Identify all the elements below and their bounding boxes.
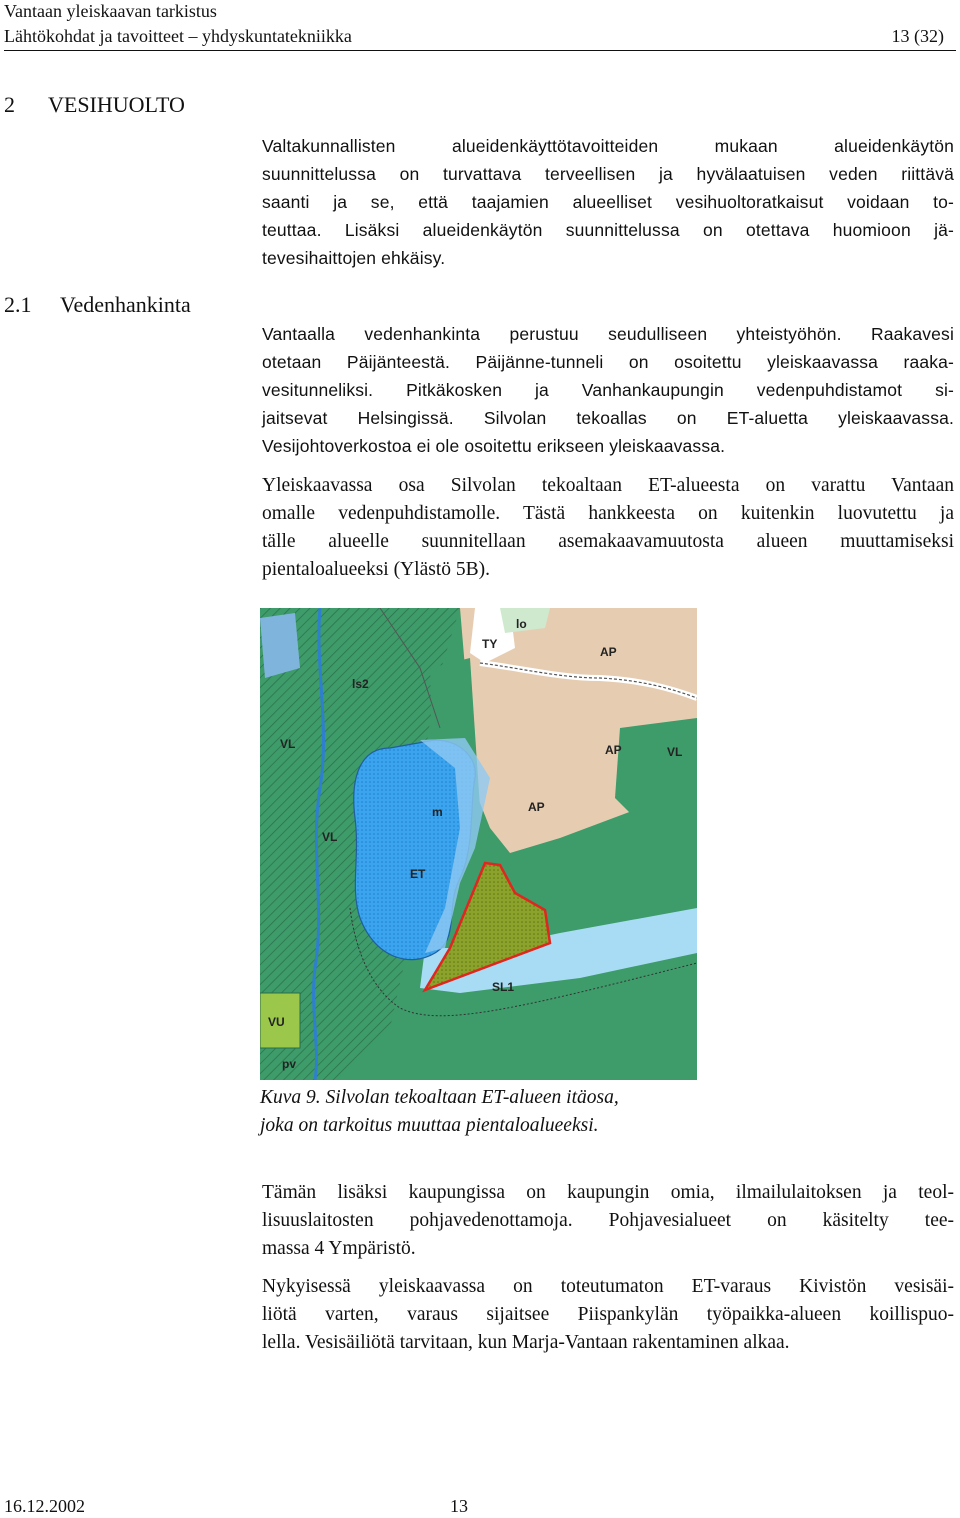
map-vl-area-east	[615, 718, 697, 823]
paragraph-2	[262, 320, 954, 460]
text-line: tälle alueelle suunnitellaan asemakaavamuutosta alueen muuttamiseksi	[262, 531, 954, 552]
map-label-pv: pv	[282, 1057, 297, 1071]
map-label-vu: VU	[268, 1015, 285, 1029]
paragraph-4	[262, 1179, 954, 1263]
section-title: VESIHUOLTO	[48, 92, 185, 117]
document-title: Vantaan yleiskaavan tarkistus	[4, 1, 217, 21]
map-label-sl1: SL1	[492, 980, 515, 994]
paragraph-5	[262, 1273, 954, 1357]
text-line: saanti ja se, että taajamien alueelliset vesihuoltoratkaisut voidaan to-	[262, 192, 954, 212]
text-line: omalle vedenpuhdistamolle. Tästä hankkeesta on kuitenkin luovutettu ja	[262, 503, 954, 524]
text-line: liötä varten, varaus sijaitsee Piispankylän työpaikka-alueen koillispuo-	[262, 1304, 954, 1325]
subsection-heading	[4, 292, 191, 318]
text-line: Vantaalla vedenhankinta perustuu seudulliseen yhteistyöhön. Raakavesi	[262, 324, 954, 344]
text-line: Vesijohtoverkostoa ei ole osoitettu erikseen yleiskaavassa.	[262, 436, 726, 456]
caption-line: Kuva 9. Silvolan tekoaltaan ET-alueen itäosa,	[260, 1087, 619, 1108]
map-label-ap-3: AP	[528, 800, 545, 814]
text-line: otetaan Päijänteestä. Päijänne-tunneli on osoitettu yleiskaavassa raaka-	[262, 352, 954, 372]
page-number: 13 (32)	[891, 26, 944, 46]
map-label-vl-1: VL	[667, 745, 683, 759]
paragraph-3	[262, 472, 954, 584]
text-line: teuttaa. Lisäksi alueidenkäytön suunnittelussa on otettava huomioon jä-	[262, 220, 954, 240]
section-heading	[4, 92, 185, 118]
paragraph-1	[262, 132, 954, 272]
map-label-ap-2: AP	[605, 743, 622, 757]
text-line: massa 4 Ympäristö.	[262, 1238, 416, 1259]
text-line: Valtakunnallisten alueidenkäyttötavoitteiden mukaan alueidenkäytön	[262, 136, 954, 156]
footer-page-number: 13	[450, 1496, 468, 1516]
text-line: vesitunneliksi. Pitkäkosken ja Vanhankaupungin vedenpuhdistamot si-	[262, 380, 954, 400]
page-footer	[4, 1496, 468, 1517]
caption-line: joka on tarkoitus muuttaa pientaloalueeksi.	[260, 1115, 599, 1136]
text-line: jaitsevat Helsingissä. Silvolan tekoallas on ET-aluetta yleiskaavassa.	[262, 408, 954, 428]
header-rule	[4, 50, 956, 51]
figure-caption	[260, 1084, 619, 1140]
subsection-number: 2.1	[4, 292, 32, 317]
text-line: Tämän lisäksi kaupungissa on kaupungin omia, ilmailulaitoksen ja teol-	[262, 1182, 954, 1203]
document-subtitle: Lähtökohdat ja tavoitteet – yhdyskuntatekniikka	[4, 26, 352, 46]
map-label-lo: lo	[516, 617, 527, 631]
map-label-ls2: ls2	[352, 677, 369, 691]
subsection-title: Vedenhankinta	[60, 292, 191, 317]
section-number: 2	[4, 92, 15, 117]
text-line: lisuuslaitosten pohjavedenottamoja. Pohjavesialueet on käsitelty tee-	[262, 1210, 954, 1231]
text-line: lella. Vesisäiliötä tarvitaan, kun Marja-Vantaan rakentaminen alkaa.	[262, 1332, 790, 1353]
text-line: suunnittelussa on turvattava terveellisen ja hyvälaatuisen veden riittävä	[262, 164, 954, 184]
map-blue-square	[260, 613, 300, 678]
map-label-m: m	[432, 805, 443, 819]
map-label-ty: TY	[482, 637, 498, 651]
map-label-vl-3: VL	[322, 830, 338, 844]
map-label-vl-2: VL	[280, 737, 296, 751]
text-line: tevesihaittojen ehkäisy.	[262, 248, 446, 268]
text-line: Yleiskaavassa osa Silvolan tekoaltaan ET-alueesta on varattu Vantaan	[262, 475, 954, 496]
zoning-map	[260, 608, 697, 1080]
map-label-et: ET	[410, 867, 426, 881]
map-label-ap-1: AP	[600, 645, 617, 659]
footer-date: 16.12.2002	[4, 1496, 85, 1516]
text-line: Nykyisessä yleiskaavassa on toteutumaton ET-varaus Kivistön vesisäi-	[262, 1276, 954, 1297]
text-line: pientaloalueeksi (Ylästö 5B).	[262, 559, 490, 580]
